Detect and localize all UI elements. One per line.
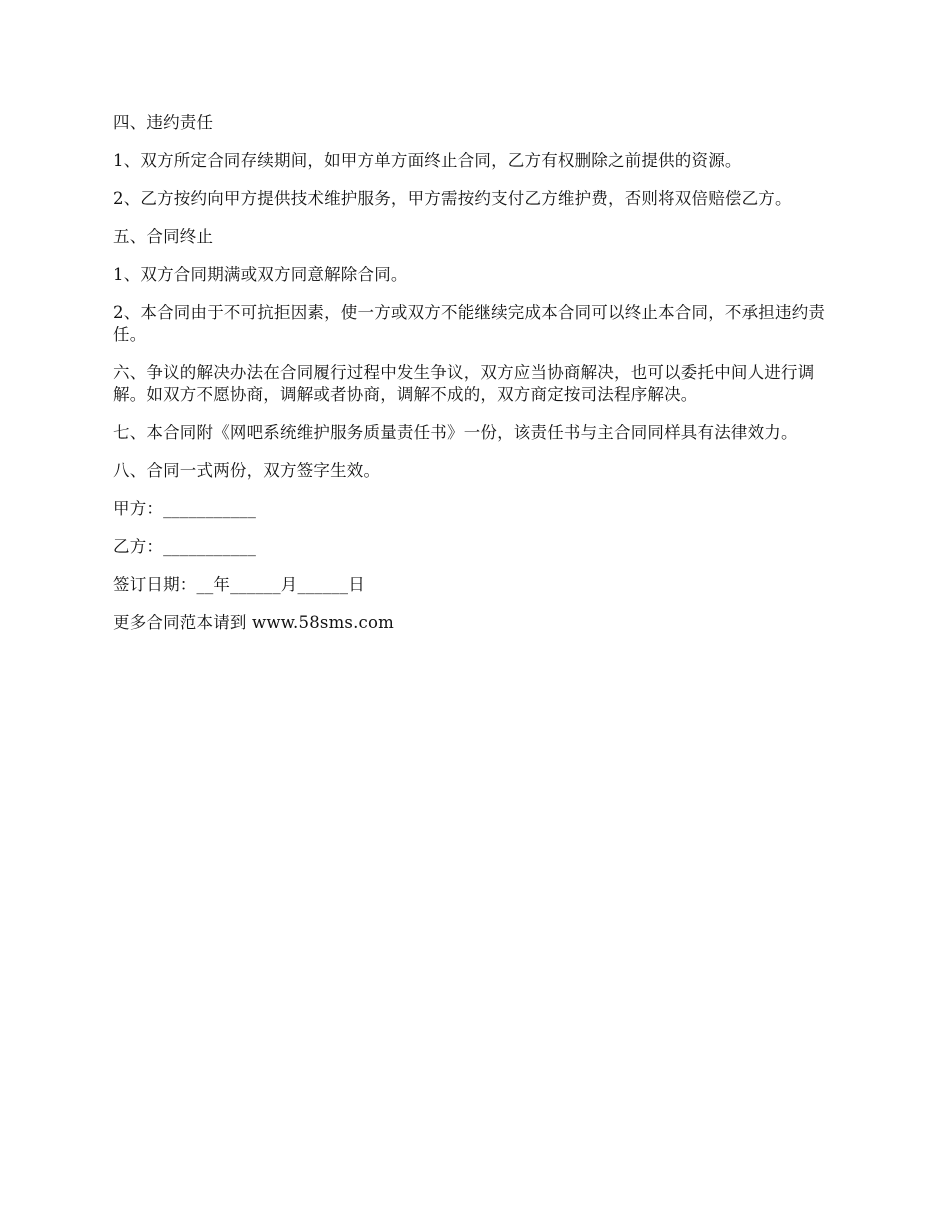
clause-5-1: 1、双方合同期满或双方同意解除合同。 xyxy=(113,265,408,284)
clause-copies: 八、合同一式两份，双方签字生效。 xyxy=(113,461,381,480)
clause-5-2: 2、本合同由于不可抗拒因素，使一方或双方不能继续完成本合同可以终止本合同，不承担违约责任。 xyxy=(113,303,826,344)
footer-more-templates: 更多合同范本请到 www.58sms.com xyxy=(113,613,394,632)
clause-4-2: 2、乙方按约向甲方提供技术维护服务，甲方需按约支付乙方维护费，否则将双倍赔偿乙方。 xyxy=(113,189,792,208)
signing-date: 签订日期：__年______月______日 xyxy=(113,575,365,594)
heading-breach-liability: 四、违约责任 xyxy=(113,113,214,132)
document-body xyxy=(113,112,843,650)
party-b-signature: 乙方：___________ xyxy=(113,537,257,556)
clause-attachment: 七、本合同附《网吧系统维护服务质量责任书》一份，该责任书与主合同同样具有法律效力。 xyxy=(113,423,798,442)
clause-4-1: 1、双方所定合同存续期间，如甲方单方面终止合同，乙方有权删除之前提供的资源。 xyxy=(113,151,742,170)
clause-dispute-resolution: 六、争议的解决办法在合同履行过程中发生争议，双方应当协商解决，也可以委托中间人进行调解。如双方不愿协商，调解或者协商，调解不成的，双方商定按司法程序解决。 xyxy=(113,363,815,404)
party-a-signature: 甲方：___________ xyxy=(113,499,257,518)
heading-termination: 五、合同终止 xyxy=(113,227,214,246)
